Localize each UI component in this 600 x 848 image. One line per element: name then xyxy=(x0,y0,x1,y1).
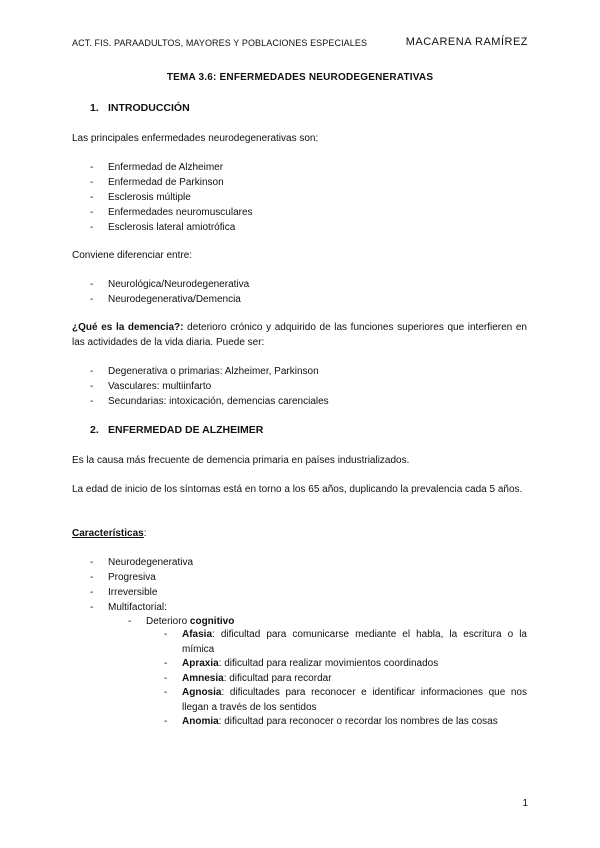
page-number: 1 xyxy=(522,798,528,809)
list-item: - Enfermedad de Parkinson xyxy=(90,175,253,190)
section-number: 2. xyxy=(90,424,99,436)
list-item: - Neurológica/Neurodegenerativa xyxy=(90,277,249,292)
list-item: - Enfermedad de Alzheimer xyxy=(90,160,253,175)
list-item: - Degenerativa o primarias: Alzheimer, Parkinson xyxy=(90,364,329,379)
cognitive-symptoms-list xyxy=(164,628,527,730)
symptom-desc: : dificultad para comunicarse mediante el habla, la escritura o la mímica xyxy=(182,629,527,655)
dementia-types-list xyxy=(90,364,329,409)
symptom-desc: : dificultad para reconocer o recordar los nombres de las cosas xyxy=(218,716,498,727)
differ-list xyxy=(90,277,249,307)
header-course: ACT. FIS. PARAADULTOS, MAYORES Y POBLACIONES ESPECIALES xyxy=(72,38,368,48)
header-author: MACARENA RAMÍREZ xyxy=(405,36,528,48)
section-title: INTRODUCCIÓN xyxy=(108,102,190,114)
symptom-term: Apraxia xyxy=(182,658,219,669)
section-heading-alzheimer xyxy=(90,424,263,436)
symptom-desc: : dificultades para reconocer e identificar informaciones que nos llegan a través de los sentidos xyxy=(182,687,527,713)
symptom-desc: : dificultad para realizar movimientos coordinados xyxy=(218,658,439,669)
symptom-amnesia xyxy=(164,672,527,687)
list-item: - Esclerosis lateral amiotrófica xyxy=(90,220,253,235)
list-item: - Vasculares: multiinfarto xyxy=(90,379,329,394)
differ-lead: Conviene diferenciar entre: xyxy=(72,250,193,261)
characteristics-heading xyxy=(72,526,527,541)
list-item: - Neurodegenerativa xyxy=(90,555,193,570)
list-item: - Secundarias: intoxicación, demencias carenciales xyxy=(90,394,329,409)
list-item: - Progresiva xyxy=(90,570,193,585)
dementia-question: ¿Qué es la demencia?: xyxy=(72,322,184,333)
alzheimer-paragraph-2: La edad de inicio de los síntomas está en torno a los 65 años, duplicando la prevalencia cada 5 años. xyxy=(72,484,523,495)
alzheimer-paragraph-1: Es la causa más frecuente de demencia primaria en países industrializados. xyxy=(72,455,410,466)
dementia-definition-text: deterioro crónico y adquirido de las funciones superiores que interfieren en las actividades de la vida diaria. Puede ser: xyxy=(72,322,527,348)
list-item: - Neurodegenerativa/Demencia xyxy=(90,292,249,307)
multifactorial-sublist xyxy=(128,614,234,629)
cognitive-prefix: Deterioro xyxy=(146,616,190,627)
symptom-agnosia xyxy=(164,686,527,715)
symptom-term: Afasia xyxy=(182,629,213,640)
cognitive-term: cognitivo xyxy=(189,616,235,627)
symptom-term: Anomia xyxy=(182,716,219,727)
list-item: - Multifactorial: xyxy=(90,600,193,615)
symptom-term: Agnosia xyxy=(182,687,222,698)
intro-lead: Las principales enfermedades neurodegenerativas son: xyxy=(72,133,319,144)
symptom-term: Amnesia xyxy=(182,672,224,684)
symptom-anomia xyxy=(164,715,527,730)
symptom-apraxia xyxy=(164,657,527,672)
list-item: - Enfermedades neuromusculares xyxy=(90,205,253,220)
section-number: 1. xyxy=(90,102,99,114)
list-item-cognitive xyxy=(128,614,234,629)
list-item: - Esclerosis múltiple xyxy=(90,190,253,205)
section-title: ENFERMEDAD DE ALZHEIMER xyxy=(108,424,264,436)
dementia-definition xyxy=(72,320,527,350)
symptom-afasia xyxy=(164,628,527,657)
characteristics-list xyxy=(90,555,193,615)
characteristics-title: Características xyxy=(72,528,144,539)
symptom-desc: : dificultad para recordar xyxy=(223,672,332,684)
diseases-list xyxy=(90,160,253,235)
list-item: - Irreversible xyxy=(90,585,193,600)
section-heading-introduccion xyxy=(90,102,190,114)
characteristics-colon: : xyxy=(143,528,147,539)
document-title: TEMA 3.6: ENFERMEDADES NEURODEGENERATIVAS xyxy=(166,72,434,83)
